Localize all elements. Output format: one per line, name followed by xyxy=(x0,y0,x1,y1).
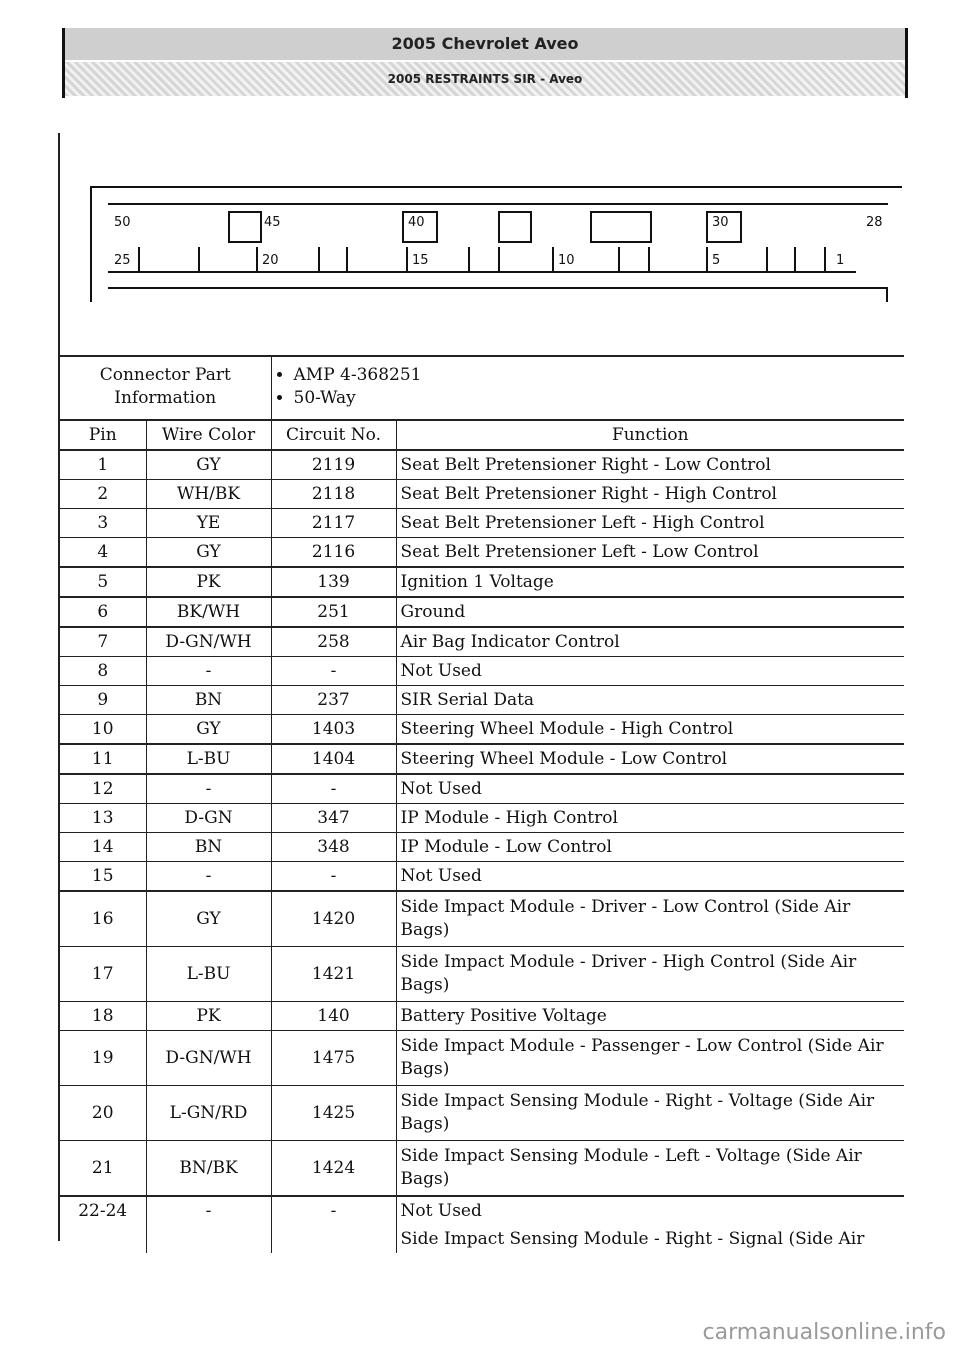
cell-function: Side Impact Module - Driver - Low Control (Side Air Bags) xyxy=(396,891,904,947)
header-title: 2005 Chevrolet Aveo xyxy=(65,28,905,60)
cell-function: Seat Belt Pretensioner Right - Low Control xyxy=(396,450,904,480)
pin-label-top-45: 45 xyxy=(264,215,281,230)
cell-circuit xyxy=(271,1225,396,1253)
connector-info-row xyxy=(60,355,904,420)
cell-pin: 9 xyxy=(60,686,146,715)
cell-wire-color: L-BU xyxy=(146,744,271,774)
cell-circuit: 2117 xyxy=(271,509,396,538)
cell-circuit: - xyxy=(271,862,396,892)
cell-function: Side Impact Sensing Module - Right - Signal (Side Air xyxy=(400,1228,865,1249)
cell-pin: 14 xyxy=(60,833,146,862)
cell-circuit: 1403 xyxy=(271,715,396,745)
cell-function: Side Impact Sensing Module - Left - Voltage (Side Air Bags) xyxy=(396,1141,904,1197)
cell-function: SIR Serial Data xyxy=(396,686,904,715)
table-row xyxy=(60,1002,904,1031)
cell-circuit: 1425 xyxy=(271,1086,396,1141)
pin-tick xyxy=(256,247,258,271)
cell-function: Steering Wheel Module - High Control xyxy=(396,715,904,745)
table-row xyxy=(60,597,904,627)
cell-wire-color: GY xyxy=(146,715,271,745)
pin-tick xyxy=(138,247,140,271)
cell-pin: 22-24 xyxy=(60,1196,146,1225)
cell-circuit: 1421 xyxy=(271,947,396,1002)
cell-pin: 5 xyxy=(60,567,146,597)
cell-function: Seat Belt Pretensioner Left - High Control xyxy=(396,509,904,538)
cell-pin: 13 xyxy=(60,804,146,833)
table-row xyxy=(60,450,904,480)
table-row xyxy=(60,744,904,774)
pin-tick xyxy=(318,247,320,271)
column-header-circuit: Circuit No. xyxy=(271,420,396,450)
cell-wire-color: YE xyxy=(146,509,271,538)
cell-pin: 6 xyxy=(60,597,146,627)
pin-label-bottom-15: 15 xyxy=(412,253,429,268)
cell-function: Air Bag Indicator Control xyxy=(396,627,904,657)
cell-pin: 3 xyxy=(60,509,146,538)
pin-tick xyxy=(618,247,620,271)
header-subtitle: 2005 RESTRAINTS SIR - Aveo xyxy=(65,62,905,96)
cell-wire-color: D-GN xyxy=(146,804,271,833)
cell-wire-color: - xyxy=(146,774,271,804)
pin-tick xyxy=(552,247,554,271)
cell-wire-color xyxy=(146,1225,271,1253)
table-body xyxy=(60,355,904,1253)
cell-function: IP Module - Low Control xyxy=(396,833,904,862)
table-row xyxy=(60,509,904,538)
cell-wire-color: GY xyxy=(146,891,271,947)
cell-circuit: 348 xyxy=(271,833,396,862)
cell-pin: 12 xyxy=(60,774,146,804)
table-row xyxy=(60,1196,904,1225)
connector-info-values xyxy=(271,355,904,420)
pin-tick xyxy=(766,247,768,271)
cell-pin: 16 xyxy=(60,891,146,947)
cell-pin: 19 xyxy=(60,1031,146,1086)
cell-function: Ignition 1 Voltage xyxy=(396,567,904,597)
cell-wire-color: BN xyxy=(146,833,271,862)
pin-tick xyxy=(794,247,796,271)
cell-wire-color: - xyxy=(146,1196,271,1225)
document-body xyxy=(58,133,904,1249)
cell-pin: 8 xyxy=(60,657,146,686)
table-row xyxy=(60,1141,904,1197)
cell-function: Side Impact Module - Driver - High Control (Side Air Bags) xyxy=(396,947,904,1002)
column-header-wire-color: Wire Color xyxy=(146,420,271,450)
page-header xyxy=(62,28,908,98)
pin-tick xyxy=(406,247,408,271)
cell-wire-color: GY xyxy=(146,450,271,480)
cell-pin: 10 xyxy=(60,715,146,745)
cell-circuit: 2118 xyxy=(271,480,396,509)
table-row xyxy=(60,657,904,686)
cell-wire-color: D-GN/WH xyxy=(146,1031,271,1086)
pin-label-bottom-1: 1 xyxy=(836,253,845,268)
cell-pin: 17 xyxy=(60,947,146,1002)
cell-function: Side Impact Sensing Module - Right - Voltage (Side Air Bags) xyxy=(396,1086,904,1141)
connector-inner-line-2 xyxy=(108,271,856,273)
cell-circuit: 2116 xyxy=(271,538,396,568)
table-row xyxy=(60,538,904,568)
cell-pin: 18 xyxy=(60,1002,146,1031)
pin-tick xyxy=(706,247,708,271)
cell-wire-color: BN/BK xyxy=(146,1141,271,1197)
connector-info-item: • 50-Way xyxy=(294,387,901,410)
cell-wire-color: - xyxy=(146,657,271,686)
table-row xyxy=(60,862,904,892)
cell-circuit: 1404 xyxy=(271,744,396,774)
cell-wire-color: - xyxy=(146,862,271,892)
cell-pin: 1 xyxy=(60,450,146,480)
connector-diagram xyxy=(60,133,904,357)
cell-wire-color: L-BU xyxy=(146,947,271,1002)
pin-tick xyxy=(198,247,200,271)
cell-pin: 20 xyxy=(60,1086,146,1141)
pin-box xyxy=(498,211,532,243)
pin-tick xyxy=(346,247,348,271)
table-row xyxy=(60,627,904,657)
table-row xyxy=(60,947,904,1002)
cell-pin: 11 xyxy=(60,744,146,774)
connector-info-label: Connector Part Information xyxy=(60,355,271,420)
cell-pin: 7 xyxy=(60,627,146,657)
cell-function: Ground xyxy=(396,597,904,627)
pin-tick xyxy=(498,247,500,271)
connector-outline-top xyxy=(90,186,902,188)
pin-box xyxy=(228,211,262,243)
cell-circuit: 2119 xyxy=(271,450,396,480)
pin-label-top-30: 30 xyxy=(712,215,729,230)
cell-function: Not Used xyxy=(396,774,904,804)
cell-function: Steering Wheel Module - Low Control xyxy=(396,744,904,774)
pin-label-bottom-25: 25 xyxy=(114,253,131,268)
cell-pin: 21 xyxy=(60,1141,146,1197)
table-row xyxy=(60,567,904,597)
pin-label-top-40: 40 xyxy=(408,215,425,230)
connector-inner-line-3 xyxy=(108,287,888,289)
cell-circuit: 258 xyxy=(271,627,396,657)
pin-tick xyxy=(468,247,470,271)
cell-circuit: - xyxy=(271,774,396,804)
cell-wire-color: L-GN/RD xyxy=(146,1086,271,1141)
pin-tick xyxy=(648,247,650,271)
pin-label-top-28: 28 xyxy=(866,215,883,230)
table-row xyxy=(60,1031,904,1086)
cell-circuit: 237 xyxy=(271,686,396,715)
cell-circuit: 1424 xyxy=(271,1141,396,1197)
cell-function: Not Used xyxy=(396,657,904,686)
table-row xyxy=(60,774,904,804)
cell-function: Seat Belt Pretensioner Right - High Control xyxy=(396,480,904,509)
watermark: carmanualsonline.info xyxy=(702,1320,946,1345)
cell-function: Battery Positive Voltage xyxy=(396,1002,904,1031)
table-row xyxy=(60,804,904,833)
cell-wire-color: PK xyxy=(146,1002,271,1031)
cell-wire-color: BN xyxy=(146,686,271,715)
connector-outline-right xyxy=(886,288,888,302)
table-row xyxy=(60,833,904,862)
cell-wire-color: BK/WH xyxy=(146,597,271,627)
cell-function: Not Used xyxy=(400,1200,482,1221)
cell-circuit: 1475 xyxy=(271,1031,396,1086)
cell-wire-color: GY xyxy=(146,538,271,568)
cell-function: Seat Belt Pretensioner Left - Low Control xyxy=(396,538,904,568)
table-row xyxy=(60,480,904,509)
cell-pin xyxy=(60,1225,146,1253)
table-row xyxy=(60,891,904,947)
table-header-row xyxy=(60,420,904,450)
table-row xyxy=(60,715,904,745)
cell-circuit: - xyxy=(271,657,396,686)
pin-label-top-50: 50 xyxy=(114,215,131,230)
cell-function: Side Impact Module - Passenger - Low Control (Side Air Bags) xyxy=(396,1031,904,1086)
cell-circuit: 1420 xyxy=(271,891,396,947)
cell-wire-color: PK xyxy=(146,567,271,597)
cell-function: Not Used xyxy=(396,862,904,892)
column-header-pin: Pin xyxy=(60,420,146,450)
cell-wire-color: WH/BK xyxy=(146,480,271,509)
cell-circuit: - xyxy=(271,1196,396,1225)
cell-pin: 4 xyxy=(60,538,146,568)
pin-tick xyxy=(824,247,826,271)
cell-circuit: 347 xyxy=(271,804,396,833)
cell-circuit: 139 xyxy=(271,567,396,597)
connector-info-item: • AMP 4-368251 xyxy=(294,364,901,387)
cell-circuit: 140 xyxy=(271,1002,396,1031)
pin-label-bottom-5: 5 xyxy=(712,253,721,268)
cell-pin: 2 xyxy=(60,480,146,509)
cell-circuit: 251 xyxy=(271,597,396,627)
table-row xyxy=(60,1086,904,1141)
cell-function: IP Module - High Control xyxy=(396,804,904,833)
connector-inner-line-1 xyxy=(108,203,888,205)
pin-box xyxy=(590,211,652,243)
column-header-function: Function xyxy=(396,420,904,450)
table-row xyxy=(60,686,904,715)
cell-pin: 15 xyxy=(60,862,146,892)
table-row xyxy=(60,1225,904,1253)
pin-label-bottom-10: 10 xyxy=(558,253,575,268)
connector-table xyxy=(60,355,904,1253)
cell-wire-color: D-GN/WH xyxy=(146,627,271,657)
connector-outline-left xyxy=(90,186,92,302)
pin-label-bottom-20: 20 xyxy=(262,253,279,268)
